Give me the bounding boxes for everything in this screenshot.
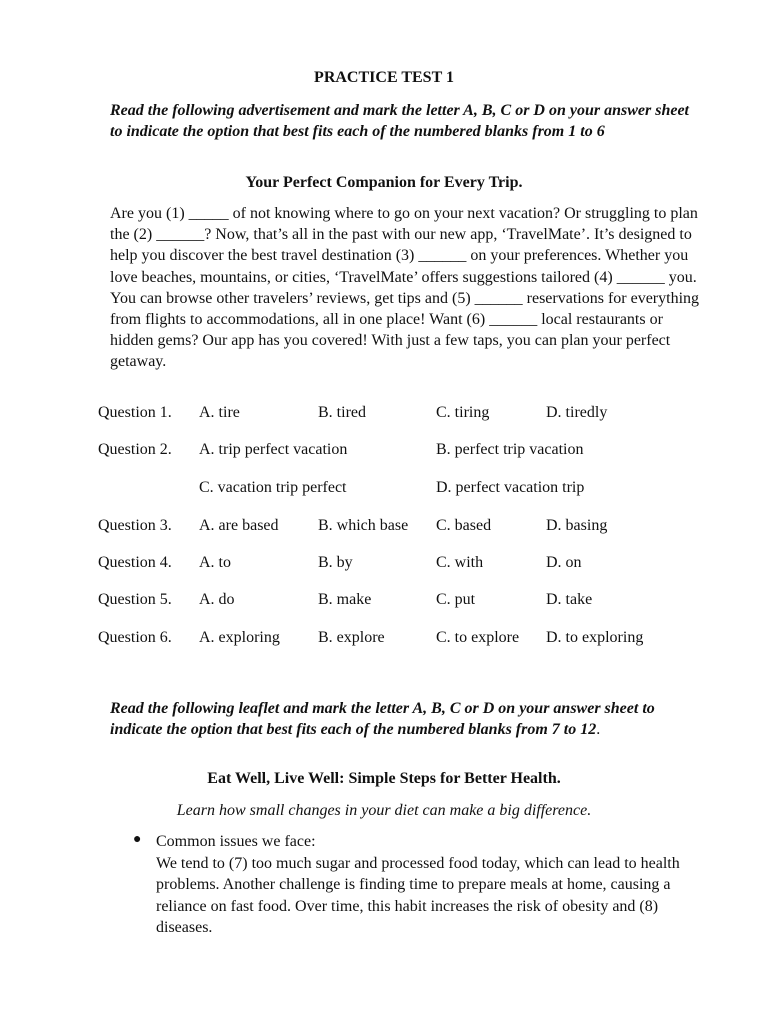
option-a: A. tire <box>199 404 240 421</box>
section1-passage: Are you (1) _____ of not knowing where to go on your next vacation? Or struggling to plan the (2) ______? Now, that’s all in the past with our new app, ‘TravelMate’. It’s designed to help you discover the best travel destination (3) ______ on your preferences. Whether you love beaches, mountains, or cities, ‘TravelMate’ offers suggestions tailored (4) ______ you. You can browse other travelers’ reviews, get tips and (5) ______ reservations for everything from flights to accommodations, all in one place! Want (6) ______ local restaurants or hidden gems? Our app has you covered! With just a few taps, you can plan your perfect getaway. <box>110 205 700 371</box>
option-d: D. basing <box>546 517 608 534</box>
option-a: A. are based <box>199 517 279 534</box>
question-label: Question 5. <box>98 591 172 608</box>
question-label: Question 1. <box>98 404 172 421</box>
option-a: A. do <box>199 591 235 608</box>
question-label: Question 2. <box>98 441 172 458</box>
section2-instruction-period: . <box>596 721 601 738</box>
question-row-5 <box>0 591 768 613</box>
question-label: Question 6. <box>98 629 172 646</box>
question-row-4 <box>0 554 768 576</box>
option-a: A. trip perfect vacation <box>199 441 348 458</box>
section2-lead: Learn how small changes in your diet can make a big difference. <box>176 802 592 819</box>
option-c: C. put <box>436 591 476 608</box>
bullet-title: Common issues we face: <box>156 833 316 850</box>
option-c: C. tiring <box>436 404 490 421</box>
option-d: D. on <box>546 554 582 571</box>
section2-instruction-text: Read the following leaflet and mark the letter A, B, C or D on your answer sheet to indicate the option that best fits each of the numbered blanks from 7 to 12 <box>110 700 655 738</box>
page-title: PRACTICE TEST 1 <box>314 69 454 86</box>
option-b: B. perfect trip vacation <box>436 441 584 458</box>
section2-heading: Eat Well, Live Well: Simple Steps for Better Health. <box>207 770 561 787</box>
option-c: C. vacation trip perfect <box>199 479 347 496</box>
question-row-1 <box>0 404 768 426</box>
question-label: Question 4. <box>98 554 172 571</box>
option-d: D. to exploring <box>546 629 644 646</box>
question-label: Question 3. <box>98 517 172 534</box>
option-d: D. perfect vacation trip <box>436 479 585 496</box>
section1-heading: Your Perfect Companion for Every Trip. <box>245 174 523 191</box>
bullet-text: We tend to (7) too much sugar and processed food today, which can lead to health problems. Another challenge is finding time to prepare meals at home, causing a reliance on fast food. Over time, this habit increases the risk of obesity and (8) diseases. <box>156 854 680 936</box>
option-a: A. to <box>199 554 231 571</box>
option-d: D. take <box>546 591 593 608</box>
option-c: C. with <box>436 554 484 571</box>
option-b: B. by <box>318 554 353 571</box>
option-a: A. exploring <box>199 629 280 646</box>
question-row-2 <box>0 441 768 463</box>
option-c: C. based <box>436 517 492 534</box>
option-c: C. to explore <box>436 629 520 646</box>
bullet-item <box>156 831 696 939</box>
option-b: B. tired <box>318 404 366 421</box>
option-b: B. which base <box>318 517 409 534</box>
question-row-3 <box>0 517 768 539</box>
section2-instruction <box>110 698 695 740</box>
question-row-2b <box>0 479 768 501</box>
question-row-6 <box>0 629 768 651</box>
bullet-icon: ● <box>133 832 142 847</box>
option-b: B. explore <box>318 629 385 646</box>
option-d: D. tiredly <box>546 404 608 421</box>
option-b: B. make <box>318 591 372 608</box>
section1-instruction: Read the following advertisement and mark the letter A, B, C or D on your answer sheet to indicate the option that best fits each of the numbered blanks from 1 to 6 <box>110 102 689 140</box>
